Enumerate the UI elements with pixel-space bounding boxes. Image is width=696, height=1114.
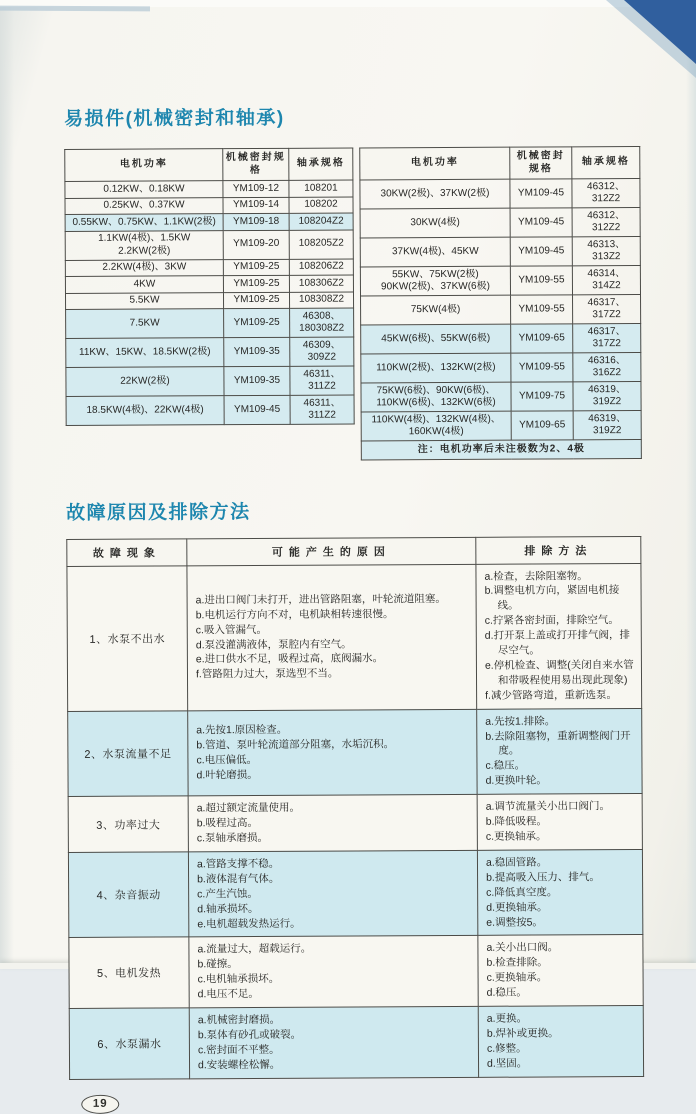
table-row [361, 381, 641, 411]
power-cell: 110KW(4极)、132KW(4极)、 160KW(4极) [361, 411, 511, 441]
scan-right-edge [686, 0, 696, 969]
bearing-spec-cell: 108204Z2 [289, 213, 353, 230]
bearing-spec-cell: 46313、313Z2 [572, 236, 640, 265]
bearing-spec-cell: 108205Z2 [289, 229, 353, 258]
remedy-item: d.打开泵上盖或打开排气阀，排尽空气。 [484, 629, 631, 657]
table-row [66, 395, 354, 426]
power-cell: 2.2KW(4极)、3KW [65, 259, 223, 276]
power-cell: 110KW(2极)、132KW(2极) [361, 353, 511, 383]
seal-spec-cell: YM109-55 [510, 266, 572, 295]
seal-spec-cell: YM109-20 [223, 230, 289, 259]
remedies-cell [477, 849, 642, 935]
cause-item: f.管路阻力过大，泵选型不当。 [195, 667, 339, 681]
remedy-item: e.停机检查、调整(关闭自来水管和带吸程使用易出现此现象) [484, 658, 634, 687]
power-cell: 0.12KW、0.18KW [65, 181, 223, 198]
remedy-item: a.先按1.排除。 [485, 715, 556, 728]
table-row [360, 178, 640, 208]
remedy-item: c.更换轴承。 [485, 830, 547, 843]
bearing-spec-cell: 46311、311Z2 [290, 366, 354, 395]
spec-table-left [64, 147, 354, 426]
note-row [361, 439, 641, 459]
fault-phenomenon-cell: 1、水泵不出水 [67, 565, 188, 711]
fault-phenomenon-cell: 5、电机发热 [69, 937, 189, 1008]
seal-spec-cell: YM109-12 [223, 180, 289, 197]
column-header: 轴承规格 [289, 148, 353, 180]
bearing-spec-cell: 46317、317Z2 [573, 323, 641, 352]
remedy-item: b.提高吸入压力、排气。 [486, 871, 600, 884]
column-header: 机械密封规格 [510, 147, 572, 179]
table-row [360, 265, 640, 295]
remedy-item: b.去除阻塞物，重新调整阀门开度。 [485, 729, 631, 758]
remedy-item: c.更换轴承。 [486, 971, 548, 985]
seal-spec-cell: YM109-18 [223, 213, 289, 230]
fault-phenomenon-cell: 3、功率过大 [68, 796, 188, 852]
cause-item: c.密封面不平整。 [197, 1043, 280, 1057]
seal-spec-cell: YM109-45 [510, 179, 572, 208]
remedies-cell [476, 563, 642, 709]
seal-spec-cell: YM109-25 [223, 292, 289, 309]
cause-item: a.超过额定流量使用。 [196, 801, 300, 815]
remedies-cell [477, 794, 642, 851]
bearing-spec-cell: 108306Z2 [289, 275, 353, 292]
cause-item: c.电机轴承损坏。 [197, 973, 280, 986]
power-cell: 75KW(6极)、90KW(6极)、 110KW(6极)、132KW(6极) [361, 382, 511, 412]
remedy-item: a.稳固管路。 [485, 856, 548, 869]
bearing-spec-cell: 46317、317Z2 [573, 294, 641, 323]
header-row [65, 148, 353, 182]
header-row [67, 536, 641, 566]
column-header: 机械密封规格 [223, 148, 289, 180]
power-cell: 30KW(2极)、37KW(2极) [360, 179, 510, 209]
seal-spec-cell: YM109-45 [224, 395, 290, 424]
spec-tables-container [64, 146, 640, 462]
seal-spec-cell: YM109-35 [224, 366, 290, 395]
remedy-item: c.拧紧各密封面，排除空气。 [484, 614, 619, 628]
seal-spec-cell: YM109-45 [510, 237, 572, 266]
remedy-item: c.稳压。 [485, 759, 526, 773]
power-cell: 18.5KW(4极)、22KW(4极) [66, 396, 224, 426]
table-note: 注：电机功率后未注极数为2、4极 [361, 439, 641, 459]
table-row [66, 337, 354, 368]
remedy-item: a.更换。 [486, 1012, 528, 1025]
bearing-spec-cell: 46311、311Z2 [290, 395, 354, 424]
remedy-item: d.更换轴承。 [486, 901, 548, 914]
cause-item: b.液体混有气体。 [197, 872, 280, 886]
power-cell: 7.5KW [66, 309, 224, 339]
table-row [360, 207, 640, 237]
remedy-item: a.调节流量关小出口阀门。 [485, 800, 610, 813]
cause-item: a.管路支撑不稳。 [196, 857, 280, 871]
seal-spec-cell: YM109-14 [223, 197, 289, 214]
remedy-item: a.检查，去除阻塞物。 [484, 569, 588, 583]
seal-spec-cell: YM109-65 [511, 324, 573, 353]
cause-item: c.吸入管漏气。 [195, 623, 267, 636]
bearing-spec-cell: 108202 [289, 196, 353, 213]
power-cell: 11KW、15KW、18.5KW(2极) [66, 338, 224, 368]
cause-item: e.进口供水不足，吸程过高，底阀漏水。 [195, 652, 384, 666]
remedy-item: e.调整按5。 [486, 916, 543, 929]
remedy-item: f.减少管路弯道，重新选泵。 [485, 688, 617, 702]
fault-row [68, 849, 642, 938]
cause-item: b.电机运行方向不对，电机缺相转速很慢。 [195, 608, 394, 622]
page-content [64, 101, 643, 1114]
section1-title: 易损件(机械密封和轴承) [64, 107, 285, 130]
bearing-spec-cell: 46312、312Z2 [572, 178, 640, 207]
power-cell: 55KW、75KW(2极) 90KW(2极)、37KW(6极) [360, 266, 510, 296]
remedy-item: c.降低真空度。 [486, 886, 558, 899]
scan-left-edge [0, 0, 14, 969]
remedies-cell [478, 935, 643, 1006]
fault-phenomenon-cell: 4、杂音振动 [68, 852, 188, 938]
bearing-spec-cell: 46314、314Z2 [572, 265, 640, 294]
fault-row [68, 794, 642, 853]
bearing-spec-cell: 46316、316Z2 [573, 352, 641, 381]
table-row [65, 180, 353, 198]
column-header: 轴承规格 [572, 146, 640, 178]
power-cell: 1.1KW(4极)、1.5KW 2.2KW(2极) [65, 230, 223, 260]
fault-phenomenon-cell: 6、水泵漏水 [69, 1008, 189, 1079]
table-row [361, 294, 641, 324]
table-row [65, 291, 353, 309]
causes-cell [188, 795, 477, 852]
power-cell: 75KW(4极) [361, 295, 511, 325]
causes-cell [187, 564, 477, 711]
table-row [66, 308, 354, 339]
fault-row [68, 708, 642, 797]
cause-item: b.泵体有砂孔或破裂。 [197, 1028, 302, 1042]
cause-item: d.安装螺栓松懈。 [198, 1058, 281, 1072]
table-row [65, 213, 353, 231]
fault-row [69, 1006, 643, 1080]
scan-top-artifact [0, 6, 150, 12]
bearing-spec-cell: 46319、319Z2 [573, 410, 641, 439]
fault-row [69, 935, 643, 1009]
table-row [65, 229, 353, 260]
seal-spec-cell: YM109-55 [511, 353, 573, 382]
column-header: 电机功率 [65, 149, 223, 182]
cause-item: c.泵轴承磨损。 [196, 831, 269, 845]
bearing-spec-cell: 46319、319Z2 [573, 381, 641, 410]
fault-phenomenon-cell: 2、水泵流量不足 [68, 711, 188, 797]
remedy-item: d.稳压。 [486, 986, 527, 999]
seal-spec-cell: YM109-25 [224, 308, 290, 337]
table-row [65, 258, 353, 276]
remedy-item: c.修整。 [486, 1042, 527, 1055]
remedy-item: b.检查排除。 [486, 956, 548, 970]
page-number-badge [81, 1094, 119, 1113]
remedy-item: a.关小出口阀。 [486, 941, 559, 955]
page-number: 19 [92, 1097, 108, 1111]
seal-spec-cell: YM109-25 [223, 259, 289, 276]
section2-title: 故障原因及排除方法 [66, 501, 251, 524]
table-row [66, 366, 354, 397]
power-cell: 5.5KW [65, 292, 223, 309]
power-cell: 0.55KW、0.75KW、1.1KW(2极) [65, 214, 223, 231]
fault-row [67, 563, 642, 711]
power-cell: 4KW [65, 276, 223, 293]
table-row [65, 275, 353, 293]
cause-item: a.流量过大，超载运行。 [197, 943, 312, 956]
cause-item: b.管道、泵叶轮流道部分阻塞，水垢沉积。 [196, 738, 395, 752]
cause-item: d.轴承损坏。 [197, 902, 259, 915]
power-cell: 22KW(2极) [66, 367, 224, 397]
header-row [360, 146, 640, 179]
seal-spec-cell: YM109-25 [223, 275, 289, 292]
power-cell: 37KW(4极)、45KW [360, 237, 510, 267]
seal-spec-cell: YM109-45 [510, 208, 572, 237]
power-cell: 30KW(4极) [360, 208, 510, 238]
spec-table-right [359, 146, 642, 460]
table-row [361, 352, 641, 382]
cause-item: a.先按1.原因检查。 [196, 723, 288, 737]
seal-spec-cell: YM109-65 [511, 411, 573, 440]
bearing-spec-cell: 108308Z2 [289, 291, 353, 308]
table-row [361, 410, 641, 440]
bearing-spec-cell: 46308、180308Z2 [290, 308, 354, 337]
cause-item: b.吸程过高。 [196, 817, 259, 830]
cause-item: c.电压偏低。 [196, 753, 258, 767]
remedies-cell [478, 1006, 643, 1077]
power-cell: 0.25KW、0.37KW [65, 197, 223, 214]
causes-cell [189, 936, 478, 1008]
remedy-item: d.坚固。 [486, 1057, 528, 1070]
cause-item: a.机械密封磨损。 [197, 1013, 281, 1027]
cause-item: b.碰擦。 [197, 958, 238, 971]
causes-cell [188, 850, 477, 937]
remedies-cell [477, 708, 642, 794]
fault-table [66, 535, 644, 1079]
cause-item: d.泵没灌满液体，泵腔内有空气。 [195, 638, 352, 651]
seal-spec-cell: YM109-35 [224, 337, 290, 366]
table-row [65, 196, 353, 214]
seal-spec-cell: YM109-55 [511, 295, 573, 324]
remedy-item: b.降低吸程。 [485, 815, 548, 828]
table-row [360, 236, 640, 266]
bearing-spec-cell: 108201 [289, 180, 353, 197]
column-header: 排除方法 [476, 536, 641, 564]
cause-item: d.叶轮磨损。 [196, 768, 258, 782]
bearing-spec-cell: 108206Z2 [289, 258, 353, 275]
scan-corner-artifact [624, 0, 696, 64]
column-header: 电机功率 [360, 147, 510, 180]
remedy-item: b.焊补或更换。 [486, 1027, 559, 1040]
column-header: 可能产生的原因 [187, 537, 476, 566]
cause-item: d.电压不足。 [197, 988, 259, 1001]
bearing-spec-cell: 46309、309Z2 [290, 337, 354, 366]
causes-cell [189, 1006, 478, 1078]
cause-item: e.电机超载发热运行。 [197, 917, 301, 930]
cause-item: a.进出口阀门未打开，进出管路阻塞，叶轮流道阻塞。 [195, 592, 446, 607]
column-header: 故障现象 [67, 538, 187, 566]
remedy-item: d.更换叶轮。 [485, 774, 547, 788]
power-cell: 45KW(6极)、55KW(6极) [361, 324, 511, 354]
causes-cell [188, 709, 477, 796]
cause-item: c.产生汽蚀。 [197, 887, 258, 901]
bearing-spec-cell: 46312、312Z2 [572, 207, 640, 236]
table-row [361, 323, 641, 353]
remedy-item: b.调整电机方向，紧固电机接线。 [484, 584, 620, 613]
seal-spec-cell: YM109-75 [511, 382, 573, 411]
